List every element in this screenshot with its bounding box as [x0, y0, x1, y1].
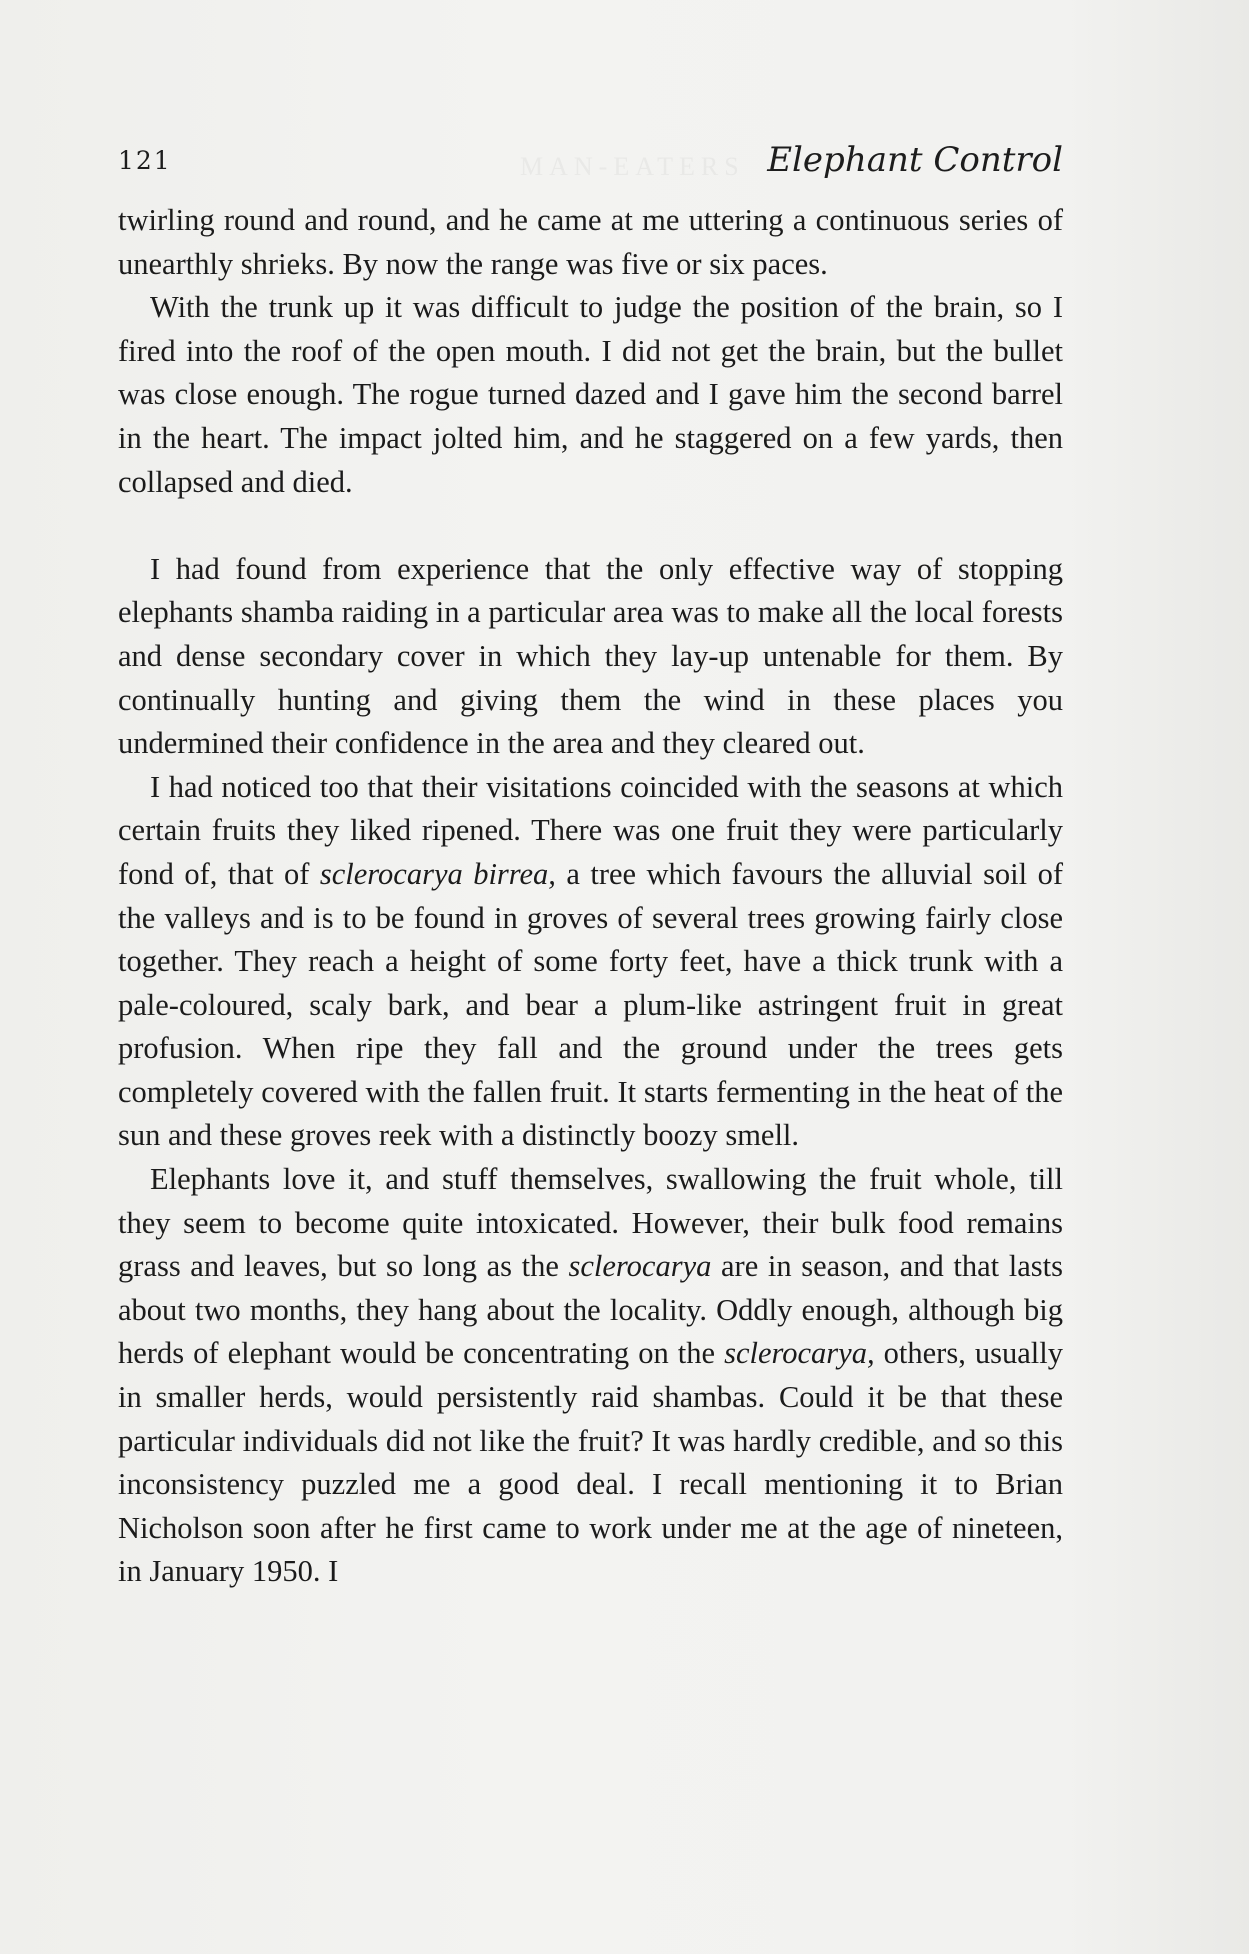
- page-number: 121: [118, 146, 172, 175]
- text-run: others, usually in smaller herds, would persistently raid shambas. Could it be that these particular individuals did not like the fruit? It was hardly credible, and so this inconsistency puzzled me a good deal. I recall mentioning it to Brian Nicholson soon after he first came to work under me at the age of nineteen, in January 1950. I: [118, 1336, 1063, 1589]
- paragraph: [118, 766, 1063, 1158]
- text-run: Elephants love it, and stuff themselves, swallowing the fruit whole, till they seem to become quite intoxicated. However, their bulk food remains grass and leaves, but so long as the: [118, 1162, 1063, 1284]
- italic-text: sclerocarya birrea,: [319, 856, 556, 891]
- paragraph: [118, 199, 1063, 286]
- text-run: I had noticed too that their visitations coincided with the seasons at which certain fruits they liked ripened. There was one fruit they were particularly fond of, that of: [118, 769, 1063, 891]
- italic-text: sclerocarya,: [724, 1336, 875, 1371]
- text-run: With the trunk up it was difficult to judge the position of the brain, so I fired into the roof of the open mouth. I did not get the brain, but the bullet was close enough. The rogue turned dazed and I gave him the second barrel in the heart. The impact jolted him, and he staggered on a few yards, then collapsed and died.: [118, 290, 1063, 499]
- paragraph: [118, 286, 1063, 504]
- paragraph: [118, 548, 1063, 766]
- running-head: Elephant Control: [767, 140, 1063, 180]
- text-run: a tree which favours the alluvial soil of the valleys and is to be found in groves of several trees growing fairly close together. They reach a height of some forty feet, have a thick trunk with a pale-coloured, scaly bark, and bear a plum-like astringent fruit in great profusion. When ripe they fall and the ground under the trees gets completely covered with the fallen fruit. It starts fermenting in the heat of the sun and these groves reek with a distinctly boozy smell.: [118, 856, 1063, 1153]
- text-run: twirling round and round, and he came at me uttering a continuous series of unearthly shrieks. By now the range was five or six paces.: [118, 203, 1063, 281]
- paragraph: [118, 1158, 1063, 1594]
- text-run: are in season, and that lasts about two months, they hang about the locality. Oddly enough, although big herds of elephant would be concentrating on the: [118, 1249, 1063, 1371]
- text-run: I had found from experience that the only effective way of stopping elephants shamba raiding in a particular area was to make all the local forests and dense secondary cover in which they lay-up untenable for them. By continually hunting and giving them the wind in these places you undermined their confidence in the area and they cleared out.: [118, 551, 1063, 761]
- body-text: [118, 199, 1063, 1594]
- italic-text: sclerocarya: [568, 1249, 712, 1284]
- show-through-text: MAN-EATERS: [520, 152, 745, 181]
- page-header: [118, 140, 1063, 184]
